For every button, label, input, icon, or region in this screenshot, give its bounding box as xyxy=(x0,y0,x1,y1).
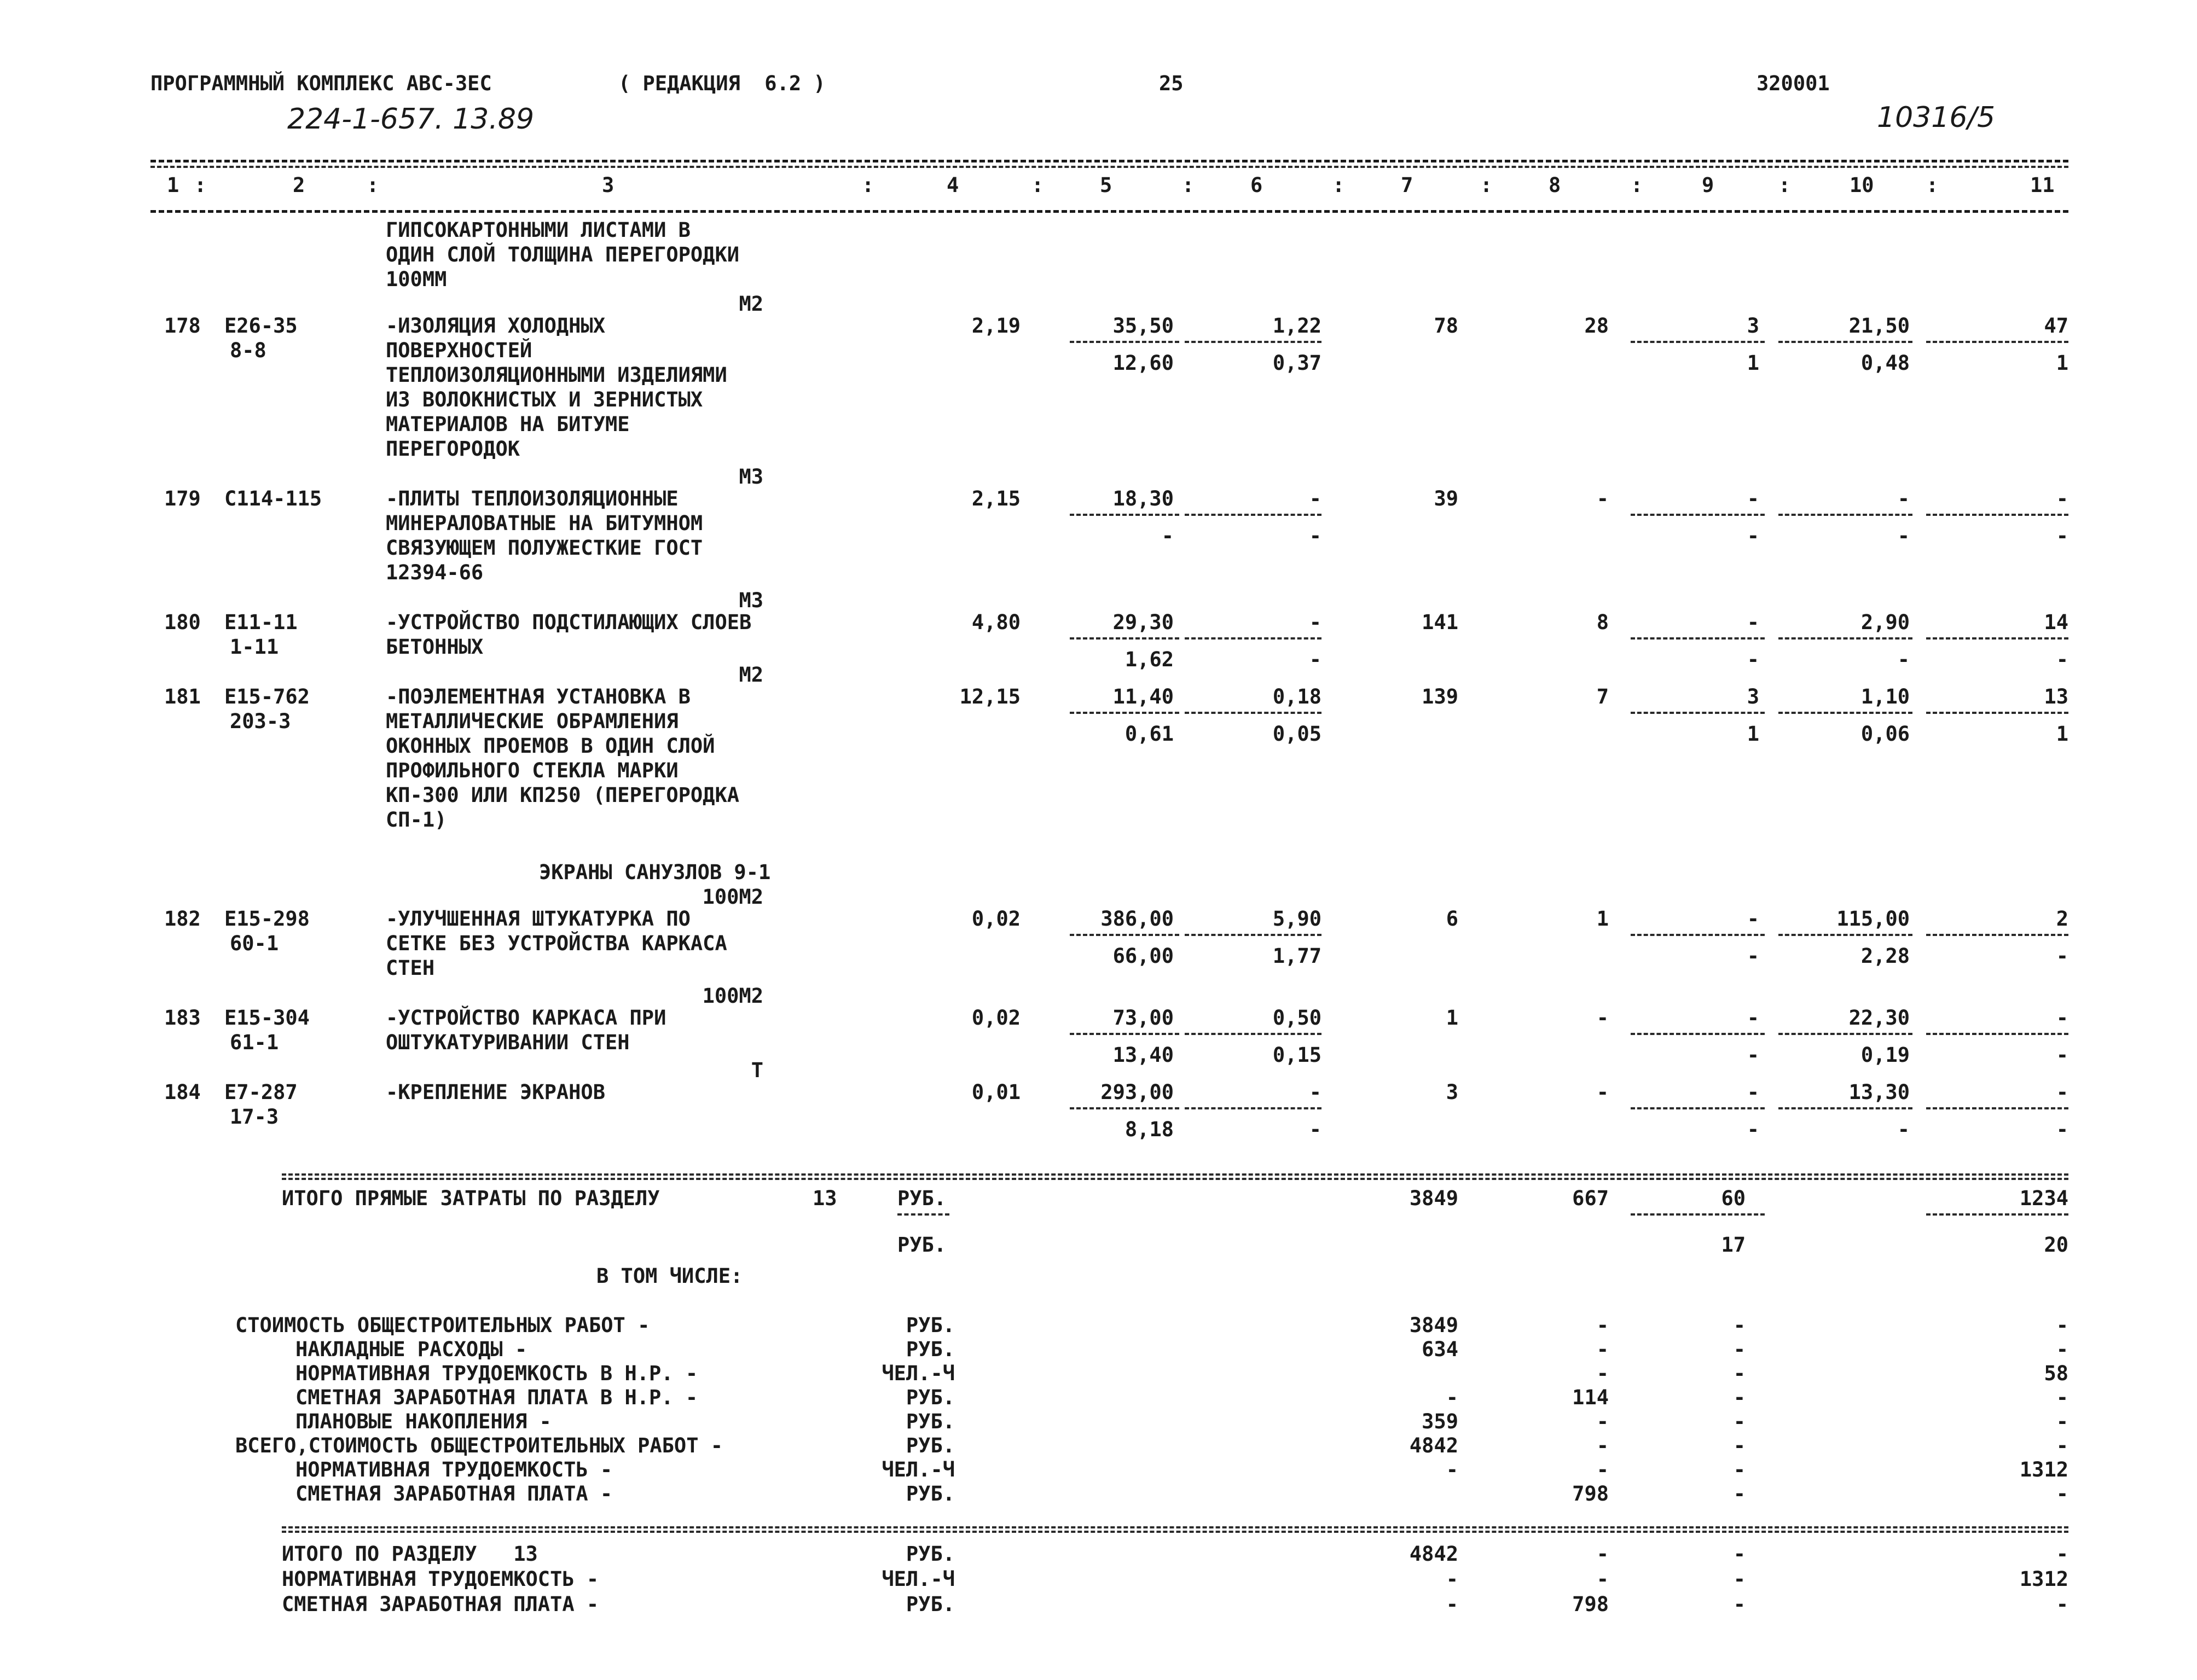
labour-total: - xyxy=(2056,487,2068,510)
total-wages: - xyxy=(1596,1080,1609,1104)
row-number: 179 xyxy=(164,487,201,510)
summary-label: ПЛАНОВЫЕ НАКОПЛЕНИЯ - xyxy=(295,1410,552,1433)
header-bottom-rule xyxy=(150,210,2068,213)
total-wages: - xyxy=(1596,1006,1609,1030)
section-total-wages: - xyxy=(1596,1567,1609,1591)
fraction-bar xyxy=(1631,712,1765,714)
row-description: ТЕПЛОИЗОЛЯЦИОННЫМИ ИЗДЕЛИЯМИ xyxy=(386,363,727,387)
summary-labour: - xyxy=(2056,1410,2068,1433)
labour-norm-machines: 2,28 xyxy=(1860,944,1910,968)
row-code: Е15-304 xyxy=(224,1006,310,1030)
fraction-bar xyxy=(1185,934,1321,936)
total-cost: 6 xyxy=(1446,907,1458,931)
quantity-value: 0,02 xyxy=(971,907,1021,931)
summary-labour: - xyxy=(2056,1338,2068,1361)
unit-label: Т xyxy=(751,1059,763,1082)
total-machines: 3 xyxy=(1747,685,1759,708)
row-number: 180 xyxy=(164,611,201,634)
fraction-bar xyxy=(1185,1107,1321,1109)
total-wages-sum: 667 xyxy=(1572,1187,1609,1210)
labour-norm-machines: 0,48 xyxy=(1860,351,1910,375)
total-machines: - xyxy=(1747,907,1759,931)
quantity-value: 4,80 xyxy=(971,611,1021,634)
column-header-1: 1 xyxy=(167,173,179,197)
section-total-wages: - xyxy=(1596,1542,1609,1566)
summary-labour: 1312 xyxy=(2019,1458,2068,1481)
unit-label: 100М2 xyxy=(702,885,763,909)
total-machines-sum: 60 xyxy=(1721,1187,1746,1210)
total-wages: 1 xyxy=(1596,907,1609,931)
unit-cost-machines: 1,22 xyxy=(1272,314,1321,338)
row-description: ОКОННЫХ ПРОЕМОВ В ОДИН СЛОЙ xyxy=(386,734,715,758)
row-description: ПРОФИЛЬНОГО СТЕКЛА МАРКИ xyxy=(386,759,679,782)
total-machines: - xyxy=(1747,1006,1759,1030)
fraction-bar xyxy=(1778,514,1912,516)
row-code: 1-11 xyxy=(230,635,279,659)
row-code: 8-8 xyxy=(230,339,266,362)
section-total-unit: ЧЕЛ.-Ч xyxy=(882,1567,955,1591)
unit-wage: 8,18 xyxy=(1124,1118,1174,1141)
summary-label: СМЕТНАЯ ЗАРАБОТНАЯ ПЛАТА В Н.Р. - xyxy=(295,1386,698,1409)
row-description: -ИЗОЛЯЦИЯ ХОЛОДНЫХ xyxy=(386,314,605,338)
fraction-bar xyxy=(1631,514,1765,516)
intro-line: ГИПСОКАРТОННЫМИ ЛИСТАМИ В xyxy=(386,218,691,242)
labour-total-machines: 1 xyxy=(2056,351,2068,375)
column-separator: : xyxy=(1182,173,1195,197)
unit-cost-machines: 5,90 xyxy=(1272,907,1321,931)
unit-label: М2 xyxy=(739,292,763,316)
program-title: ПРОГРАММНЫЙ КОМПЛЕКС АВС-3ЕС xyxy=(150,72,492,95)
row-description: -ПЛИТЫ ТЕПЛОИЗОЛЯЦИОННЫЕ xyxy=(386,487,679,510)
total-machines: - xyxy=(1747,487,1759,510)
summary-wages: 114 xyxy=(1572,1386,1609,1409)
unit-wage: 12,60 xyxy=(1112,351,1174,375)
total-cost: 39 xyxy=(1434,487,1458,510)
column-separator: : xyxy=(1926,173,1939,197)
labour-norm: 22,30 xyxy=(1848,1006,1910,1030)
row-description: -УСТРОЙСТВО КАРКАСА ПРИ xyxy=(386,1006,666,1030)
fraction-bar xyxy=(1631,934,1765,936)
fraction-bar xyxy=(1926,712,2068,714)
column-separator: : xyxy=(1480,173,1493,197)
column-separator: : xyxy=(1778,173,1791,197)
section-total-label: СМЕТНАЯ ЗАРАБОТНАЯ ПЛАТА - xyxy=(282,1592,599,1616)
total-labour-sum: 1234 xyxy=(2019,1187,2068,1210)
total-machine-wage: - xyxy=(1747,648,1759,671)
unit-bar xyxy=(897,1213,949,1216)
fraction-bar xyxy=(1185,637,1321,640)
summary-label: НАКЛАДНЫЕ РАСХОДЫ - xyxy=(295,1338,527,1361)
row-code: 17-3 xyxy=(230,1105,279,1129)
fraction-bar xyxy=(1185,1033,1321,1035)
column-separator: : xyxy=(367,173,379,197)
page-number: 25 xyxy=(1159,72,1184,95)
unit-wage: 66,00 xyxy=(1112,944,1174,968)
quantity-value: 0,01 xyxy=(971,1080,1021,1104)
column-header-9: 9 xyxy=(1702,173,1714,197)
total-machine-wage: - xyxy=(1747,524,1759,548)
summary-machines: - xyxy=(1733,1482,1746,1505)
summary-unit: РУБ. xyxy=(906,1482,955,1505)
labour-total: 47 xyxy=(2044,314,2068,338)
total-wages: 8 xyxy=(1596,611,1609,634)
unit-label: М2 xyxy=(739,663,763,687)
unit-cost-total: 293,00 xyxy=(1100,1080,1174,1104)
total-unit: РУБ. xyxy=(897,1187,947,1210)
unit-machine-wage: 0,05 xyxy=(1272,722,1321,746)
summary-unit: ЧЕЛ.-Ч xyxy=(882,1458,955,1481)
fraction-bar xyxy=(1070,341,1179,343)
row-description: БЕТОННЫХ xyxy=(386,635,484,659)
labour-total-machines: - xyxy=(2056,944,2068,968)
summary-unit: РУБ. xyxy=(906,1313,955,1337)
row-number: 178 xyxy=(164,314,201,338)
column-header-8: 8 xyxy=(1549,173,1561,197)
quantity-value: 12,15 xyxy=(959,685,1021,708)
fraction-bar xyxy=(1631,1033,1765,1035)
section-total-labour: - xyxy=(2056,1542,2068,1566)
row-description: СП-1) xyxy=(386,808,447,832)
intro-line: ОДИН СЛОЙ ТОЛЩИНА ПЕРЕГОРОДКИ xyxy=(386,243,740,266)
fraction-bar xyxy=(1631,1213,1765,1216)
total-unit-2: РУБ. xyxy=(897,1233,947,1257)
section-subheader: ЭКРАНЫ САНУЗЛОВ 9-1 xyxy=(539,861,771,884)
fraction-bar xyxy=(1926,637,2068,640)
row-description: ПЕРЕГОРОДОК xyxy=(386,437,520,461)
fraction-bar xyxy=(1185,712,1321,714)
handwritten-project-number: 224-1-657. 13.89 xyxy=(287,103,535,136)
column-separator: : xyxy=(862,173,874,197)
summary-cost: 359 xyxy=(1422,1410,1458,1433)
section-total-labour: - xyxy=(2056,1592,2068,1616)
row-description: -КРЕПЛЕНИЕ ЭКРАНОВ xyxy=(386,1080,605,1104)
summary-unit: РУБ. xyxy=(906,1410,955,1433)
summary-wages: - xyxy=(1596,1338,1609,1361)
labour-norm: 2,90 xyxy=(1860,611,1910,634)
row-code: 61-1 xyxy=(230,1031,279,1054)
summary-label: ВСЕГО,СТОИМОСТЬ ОБЩЕСТРОИТЕЛЬНЫХ РАБОТ - xyxy=(235,1434,723,1457)
total-wages: 7 xyxy=(1596,685,1609,708)
row-number: 181 xyxy=(164,685,201,708)
fraction-bar xyxy=(1926,1107,2068,1109)
fraction-bar xyxy=(1070,514,1179,516)
summary-labour: - xyxy=(2056,1434,2068,1457)
unit-cost-total: 386,00 xyxy=(1100,907,1174,931)
labour-total-machines: 1 xyxy=(2056,722,2068,746)
labour-total-machines: - xyxy=(2056,648,2068,671)
summary-unit: ЧЕЛ.-Ч xyxy=(882,1362,955,1385)
section-total-unit: РУБ. xyxy=(906,1542,955,1566)
summary-labour: - xyxy=(2056,1313,2068,1337)
unit-cost-total: 11,40 xyxy=(1112,685,1174,708)
unit-label: М3 xyxy=(739,589,763,612)
unit-wage: 0,61 xyxy=(1124,722,1174,746)
row-description: СВЯЗУЮЩЕМ ПОЛУЖЕСТКИЕ ГОСТ xyxy=(386,536,703,560)
fraction-bar xyxy=(1778,1107,1912,1109)
total-cost: 78 xyxy=(1434,314,1458,338)
unit-cost-total: 29,30 xyxy=(1112,611,1174,634)
section-total-machines: - xyxy=(1733,1567,1746,1591)
row-number: 184 xyxy=(164,1080,201,1104)
row-code: 60-1 xyxy=(230,932,279,955)
handwritten-sheet-number: 10316/5 xyxy=(1877,101,1996,134)
total-cost: 1 xyxy=(1446,1006,1458,1030)
summary-machines: - xyxy=(1733,1313,1746,1337)
unit-cost-total: 18,30 xyxy=(1112,487,1174,510)
section-total-machines: - xyxy=(1733,1542,1746,1566)
fraction-bar xyxy=(1185,514,1321,516)
including-label: В ТОМ ЧИСЛЕ: xyxy=(596,1264,743,1288)
row-description: 12394-66 xyxy=(386,561,484,584)
labour-norm: 21,50 xyxy=(1848,314,1910,338)
total-cost: 141 xyxy=(1422,611,1458,634)
fraction-bar xyxy=(1926,514,2068,516)
summary-labour: - xyxy=(2056,1482,2068,1505)
labour-norm: - xyxy=(1897,487,1910,510)
row-description: МАТЕРИАЛОВ НА БИТУМЕ xyxy=(386,412,630,436)
unit-label: 100М2 xyxy=(702,984,763,1008)
summary-cost: - xyxy=(1446,1386,1458,1409)
fraction-bar xyxy=(1631,341,1765,343)
row-number: 182 xyxy=(164,907,201,931)
row-number: 183 xyxy=(164,1006,201,1030)
column-header-6: 6 xyxy=(1250,173,1263,197)
total-machine-wage: 1 xyxy=(1747,351,1759,375)
fraction-bar xyxy=(1778,1033,1912,1035)
summary-machines: - xyxy=(1733,1458,1746,1481)
row-description: КП-300 ИЛИ КП250 (ПЕРЕГОРОДКА xyxy=(386,783,740,807)
summary-wages: - xyxy=(1596,1362,1609,1385)
section-total-cost: - xyxy=(1446,1592,1458,1616)
summary-wages: - xyxy=(1596,1313,1609,1337)
quantity-value: 2,19 xyxy=(971,314,1021,338)
section-total-cost: 4842 xyxy=(1409,1542,1458,1566)
column-header-4: 4 xyxy=(947,173,959,197)
row-description: -УСТРОЙСТВО ПОДСТИЛАЮЩИХ СЛОЕВ xyxy=(386,611,752,634)
row-description: -ПОЭЛЕМЕНТНАЯ УСТАНОВКА В xyxy=(386,685,691,708)
column-header-11: 11 xyxy=(2030,173,2055,197)
summary-cost: - xyxy=(1446,1458,1458,1481)
top-rule xyxy=(150,160,2068,162)
labour-norm-machines: - xyxy=(1897,524,1910,548)
unit-machine-wage: 1,77 xyxy=(1272,944,1321,968)
fraction-bar xyxy=(1631,1107,1765,1109)
labour-norm-machines: - xyxy=(1897,648,1910,671)
fraction-bar xyxy=(1926,1033,2068,1035)
intro-line: 100ММ xyxy=(386,268,447,291)
row-description: -УЛУЧШЕННАЯ ШТУКАТУРКА ПО xyxy=(386,907,691,931)
fraction-bar xyxy=(1926,934,2068,936)
row-description: МЕТАЛЛИЧЕСКИЕ ОБРАМЛЕНИЯ xyxy=(386,710,679,733)
column-separator: : xyxy=(1631,173,1643,197)
unit-cost-machines: - xyxy=(1309,1080,1321,1104)
unit-wage: 1,62 xyxy=(1124,648,1174,671)
total-machines: - xyxy=(1747,611,1759,634)
fraction-bar xyxy=(1778,712,1912,714)
fraction-bar xyxy=(1778,934,1912,936)
labour-norm-machines: - xyxy=(1897,1118,1910,1141)
column-separator: : xyxy=(194,173,207,197)
labour-total-machines: - xyxy=(2056,524,2068,548)
row-description: ОШТУКАТУРИВАНИИ СТЕН xyxy=(386,1031,630,1054)
total-machine-wage: - xyxy=(1747,944,1759,968)
row-description: ИЗ ВОЛОКНИСТЫХ И ЗЕРНИСТЫХ xyxy=(386,388,703,411)
unit-cost-machines: 0,50 xyxy=(1272,1006,1321,1030)
row-description: СТЕН xyxy=(386,956,435,980)
fraction-bar xyxy=(1926,341,2068,343)
row-code: Е15-298 xyxy=(224,907,310,931)
unit-cost-machines: - xyxy=(1309,611,1321,634)
row-code: 203-3 xyxy=(230,710,291,733)
fraction-bar xyxy=(1778,637,1912,640)
summary-unit: РУБ. xyxy=(906,1386,955,1409)
labour-total: 14 xyxy=(2044,611,2068,634)
summary-wages: 798 xyxy=(1572,1482,1609,1505)
labour-total: - xyxy=(2056,1080,2068,1104)
total-machine-wage: - xyxy=(1747,1043,1759,1067)
row-code: Е7-287 xyxy=(224,1080,298,1104)
section-total-unit: РУБ. xyxy=(906,1592,955,1616)
labour-total-machines: - xyxy=(2056,1043,2068,1067)
labour-norm-machines: 0,19 xyxy=(1860,1043,1910,1067)
column-separator: : xyxy=(1031,173,1044,197)
items-bottom-rule-2 xyxy=(282,1178,2068,1180)
summary-machines: - xyxy=(1733,1434,1746,1457)
summary-cost: 3849 xyxy=(1409,1313,1458,1337)
unit-machine-wage: 0,37 xyxy=(1272,351,1321,375)
labour-norm-machines: 0,06 xyxy=(1860,722,1910,746)
column-header-7: 7 xyxy=(1401,173,1413,197)
summary-machines: - xyxy=(1733,1386,1746,1409)
summary-label: СТОИМОСТЬ ОБЩЕСТРОИТЕЛЬНЫХ РАБОТ - xyxy=(235,1313,650,1337)
total-machines: - xyxy=(1747,1080,1759,1104)
section-total-label: НОРМАТИВНАЯ ТРУДОЕМКОСТЬ - xyxy=(282,1567,599,1591)
unit-cost-machines: 0,18 xyxy=(1272,685,1321,708)
unit-cost-machines: - xyxy=(1309,487,1321,510)
summary-cost: 4842 xyxy=(1409,1434,1458,1457)
unit-cost-total: 35,50 xyxy=(1112,314,1174,338)
fraction-bar xyxy=(1070,637,1179,640)
summary-label: НОРМАТИВНАЯ ТРУДОЕМКОСТЬ В Н.Р. - xyxy=(295,1362,698,1385)
section-total-label: ИТОГО ПО РАЗДЕЛУ 13 xyxy=(282,1542,538,1566)
summary-unit: РУБ. xyxy=(906,1434,955,1457)
row-description: СЕТКЕ БЕЗ УСТРОЙСТВА КАРКАСА xyxy=(386,932,727,955)
summary-labour: 58 xyxy=(2044,1362,2068,1385)
summary-labour: - xyxy=(2056,1386,2068,1409)
row-code: С114-115 xyxy=(224,487,322,510)
summary-label: СМЕТНАЯ ЗАРАБОТНАЯ ПЛАТА - xyxy=(295,1482,613,1505)
labour-total: 13 xyxy=(2044,685,2068,708)
unit-machine-wage: 0,15 xyxy=(1272,1043,1321,1067)
top-rule-2 xyxy=(150,166,2068,168)
unit-machine-wage: - xyxy=(1309,648,1321,671)
summary-machines: - xyxy=(1733,1362,1746,1385)
quantity-value: 2,15 xyxy=(971,487,1021,510)
labour-total: - xyxy=(2056,1006,2068,1030)
summary-wages: - xyxy=(1596,1458,1609,1481)
column-header-5: 5 xyxy=(1100,173,1112,197)
fraction-bar xyxy=(1070,1107,1179,1109)
summary-wages: - xyxy=(1596,1410,1609,1433)
summary-wages: - xyxy=(1596,1434,1609,1457)
row-code: Е26-35 xyxy=(224,314,298,338)
labour-total-machines: - xyxy=(2056,1118,2068,1141)
summary-machines: - xyxy=(1733,1410,1746,1433)
total-machines: 3 xyxy=(1747,314,1759,338)
unit-machine-wage: - xyxy=(1309,1118,1321,1141)
row-code: Е11-11 xyxy=(224,611,298,634)
total-machine-wage-sum: 17 xyxy=(1721,1233,1746,1257)
edition-label: ( РЕДАКЦИЯ 6.2 ) xyxy=(618,72,826,95)
items-bottom-rule xyxy=(282,1173,2068,1176)
row-description: ПОВЕРХНОСТЕЙ xyxy=(386,339,532,362)
total-wages: - xyxy=(1596,487,1609,510)
total-section: 13 xyxy=(813,1187,837,1210)
unit-wage: 13,40 xyxy=(1112,1043,1174,1067)
fraction-bar xyxy=(1631,637,1765,640)
fraction-bar xyxy=(1185,341,1321,343)
summary-unit: РУБ. xyxy=(906,1338,955,1361)
fraction-bar xyxy=(1778,341,1912,343)
total-cost-sum: 3849 xyxy=(1409,1187,1458,1210)
summary-label: НОРМАТИВНАЯ ТРУДОЕМКОСТЬ - xyxy=(295,1458,613,1481)
total-machine-wage: - xyxy=(1747,1118,1759,1141)
fraction-bar xyxy=(1070,1033,1179,1035)
total-machine-wage: 1 xyxy=(1747,722,1759,746)
document-code: 320001 xyxy=(1757,72,1830,95)
labour-total: 2 xyxy=(2056,907,2068,931)
summary-bottom-rule-2 xyxy=(282,1531,2068,1533)
fraction-bar xyxy=(1070,712,1179,714)
total-wages: 28 xyxy=(1584,314,1609,338)
quantity-value: 0,02 xyxy=(971,1006,1021,1030)
labour-norm: 1,10 xyxy=(1860,685,1910,708)
fraction-bar xyxy=(1070,934,1179,936)
section-total-labour: 1312 xyxy=(2019,1567,2068,1591)
labour-norm: 115,00 xyxy=(1836,907,1910,931)
section-total-wages: 798 xyxy=(1572,1592,1609,1616)
summary-machines: - xyxy=(1733,1338,1746,1361)
summary-bottom-rule xyxy=(282,1526,2068,1528)
column-header-2: 2 xyxy=(293,173,305,197)
row-description: МИНЕРАЛОВАТНЫЕ НА БИТУМНОМ xyxy=(386,511,703,535)
unit-cost-total: 73,00 xyxy=(1112,1006,1174,1030)
labour-norm: 13,30 xyxy=(1848,1080,1910,1104)
total-cost: 3 xyxy=(1446,1080,1458,1104)
total-cost: 139 xyxy=(1422,685,1458,708)
summary-cost: 634 xyxy=(1422,1338,1458,1361)
unit-machine-wage: - xyxy=(1309,524,1321,548)
column-header-10: 10 xyxy=(1850,173,1874,197)
column-separator: : xyxy=(1332,173,1345,197)
unit-label: М3 xyxy=(739,465,763,489)
section-total-cost: - xyxy=(1446,1567,1458,1591)
fraction-bar xyxy=(1926,1213,2068,1216)
total-label: ИТОГО ПРЯМЫЕ ЗАТРАТЫ ПО РАЗДЕЛУ xyxy=(282,1187,660,1210)
column-header-3: 3 xyxy=(602,173,615,197)
unit-wage: - xyxy=(1161,524,1174,548)
row-code: Е15-762 xyxy=(224,685,310,708)
section-total-machines: - xyxy=(1733,1592,1746,1616)
total-labour-machines-sum: 20 xyxy=(2044,1233,2068,1257)
